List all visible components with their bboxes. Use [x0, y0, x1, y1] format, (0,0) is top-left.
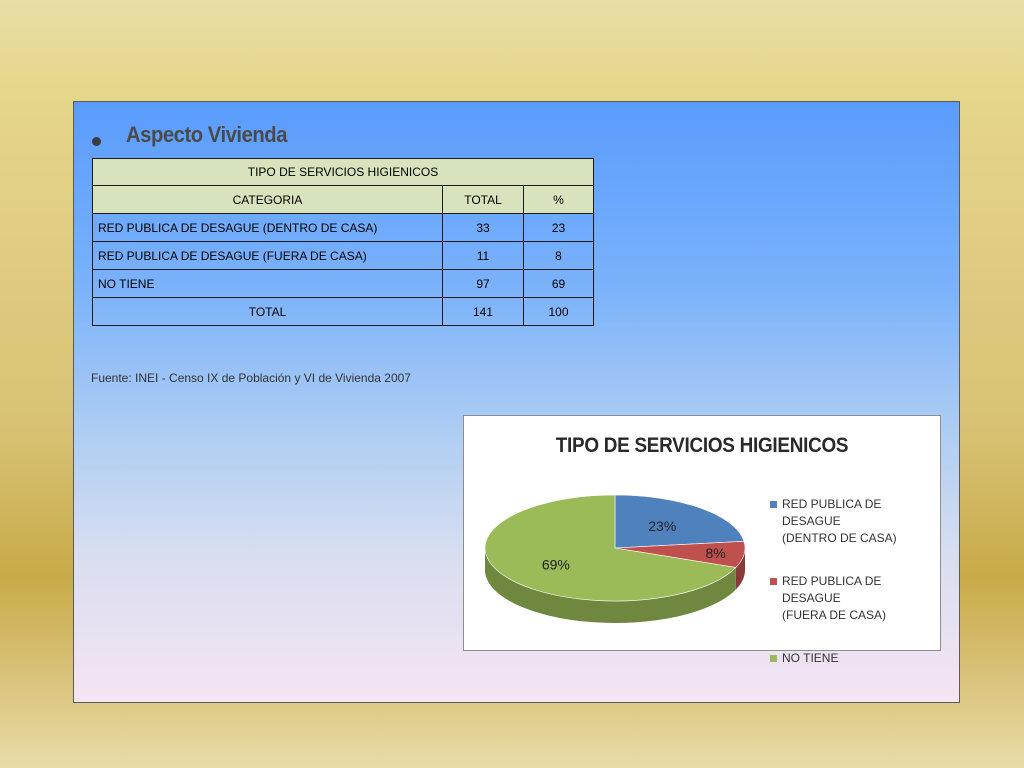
legend-label: RED PUBLICA DE DESAGUE: [782, 497, 882, 528]
cell-category: NO TIENE: [93, 270, 443, 298]
cell-total-percent: 100: [524, 298, 594, 326]
legend-swatch: [770, 578, 777, 585]
legend-swatch: [770, 655, 777, 662]
legend-label: RED PUBLICA DE DESAGUE: [782, 574, 882, 605]
col-header-categoria: CATEGORIA: [93, 186, 443, 214]
col-header-percent: %: [524, 186, 594, 214]
chart-legend: [770, 496, 940, 693]
table-row: [93, 214, 594, 242]
bullet-icon: [92, 137, 101, 146]
slide-panel: [73, 101, 960, 703]
cell-total-count: 141: [443, 298, 524, 326]
legend-label: (FUERA DE CASA): [782, 608, 887, 622]
table-total-row: [93, 298, 594, 326]
cell-percent: 8: [524, 242, 594, 270]
cell-percent: 23: [524, 214, 594, 242]
cell-total: 11: [443, 242, 524, 270]
table-row: [93, 242, 594, 270]
legend-label: (DENTRO DE CASA): [782, 531, 897, 545]
pie-slice: [615, 495, 744, 548]
cell-percent: 69: [524, 270, 594, 298]
cell-total: 97: [443, 270, 524, 298]
legend-swatch: [770, 501, 777, 508]
legend-item: [770, 496, 940, 547]
table-title: TIPO DE SERVICIOS HIGIENICOS: [93, 159, 594, 186]
section-heading: Aspecto Vivienda: [126, 122, 287, 147]
cell-category: RED PUBLICA DE DESAGUE (FUERA DE CASA): [93, 242, 443, 270]
legend-item: [770, 573, 940, 624]
col-header-total: TOTAL: [443, 186, 524, 214]
table-row: [93, 270, 594, 298]
pie-chart: [463, 415, 941, 665]
cell-category: RED PUBLICA DE DESAGUE (DENTRO DE CASA): [93, 214, 443, 242]
cell-total-label: TOTAL: [93, 298, 443, 326]
legend-label: NO TIENE: [782, 651, 839, 665]
data-label: 8%: [705, 545, 726, 562]
legend-item: [770, 650, 940, 667]
data-label: 23%: [648, 518, 677, 535]
data-label: 69%: [541, 556, 570, 573]
source-note: Fuente: INEI - Censo IX de Población y VI de Vivienda 2007: [91, 371, 411, 385]
cell-total: 33: [443, 214, 524, 242]
sanitation-table: [92, 158, 594, 326]
chart-title: TIPO DE SERVICIOS HIGIENICOS: [555, 434, 849, 457]
